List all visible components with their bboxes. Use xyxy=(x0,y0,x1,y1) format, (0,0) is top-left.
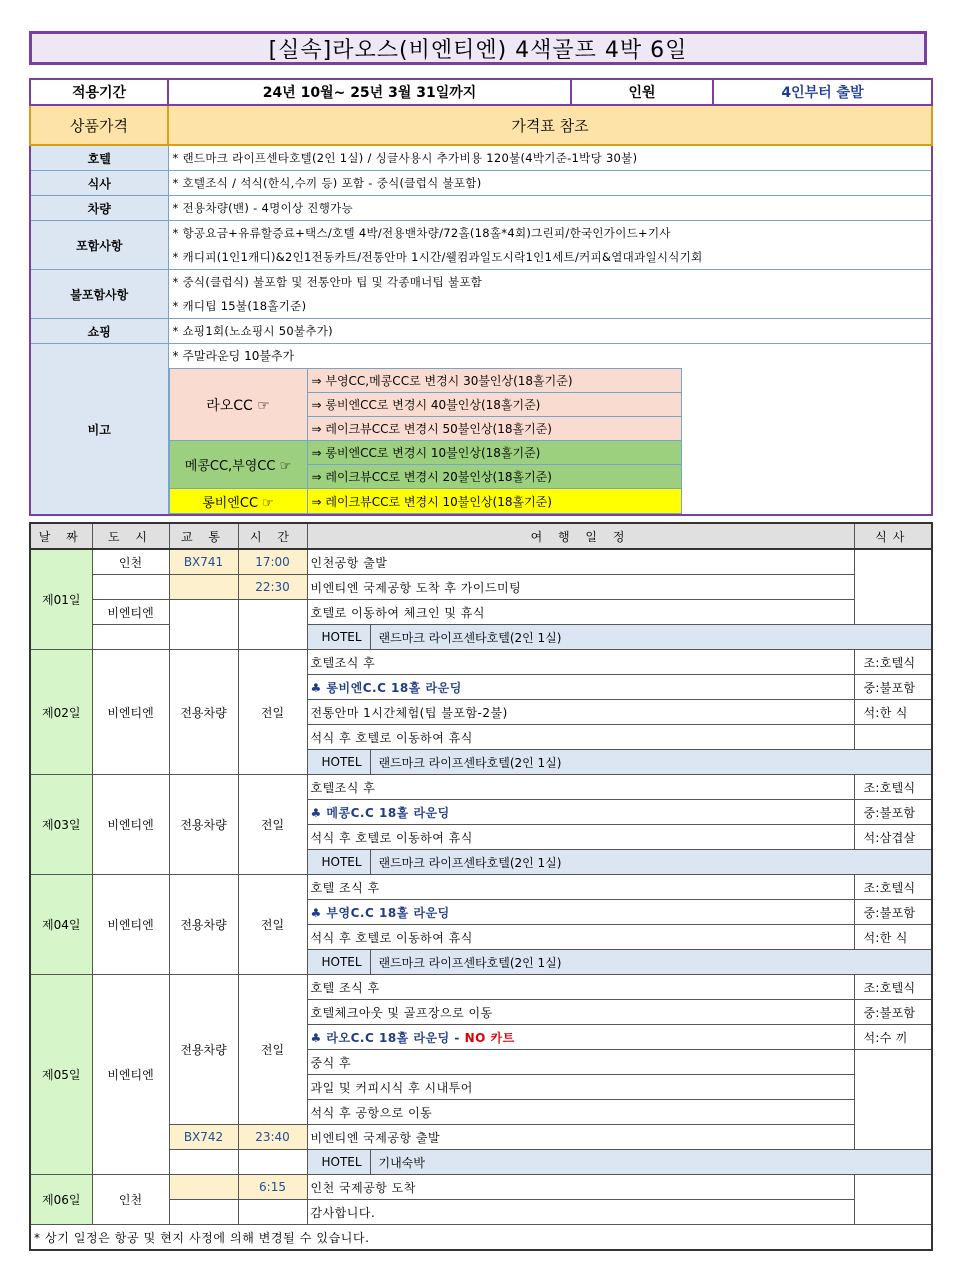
time: 17:00 xyxy=(238,549,307,575)
excluded-label: 불포함사항 xyxy=(30,270,168,319)
header-date: 날 짜 xyxy=(30,523,92,549)
longvien-cc-change: ⇒ 레이크뷰CC로 변경시 10불인상(18홀기준) xyxy=(307,489,681,514)
city xyxy=(92,575,169,600)
time: 6:15 xyxy=(238,1175,307,1200)
city: 비엔티엔 xyxy=(92,600,169,625)
meal-cell xyxy=(854,725,932,750)
included-line: * 항공요금+유류할증료+택스/호텔 4박/전용밴차량/72홀(18홀*4회)그린피/한국인가이드+기사 xyxy=(172,226,671,240)
city: 인천 xyxy=(92,1175,169,1225)
lao-cc-label: 라오CC ☞ xyxy=(169,369,307,441)
transport: 전용차량 xyxy=(169,650,238,775)
transport: 전용차량 xyxy=(169,975,238,1125)
meal-breakfast: 조:호텔식 xyxy=(854,875,932,900)
longvien-cc-label: 롱비엔CC ☞ xyxy=(169,489,307,514)
page-title: [실속]라오스(비엔티엔) 4색골프 4박 6일 xyxy=(29,31,927,65)
meal-cell xyxy=(854,1175,932,1225)
itinerary-line: 중식 후 xyxy=(307,1050,854,1075)
meal-lunch: 중:불포함 xyxy=(854,1000,932,1025)
header-time: 시 간 xyxy=(238,523,307,549)
itinerary-line: 호텔조식 후 xyxy=(307,775,854,800)
header-city: 도 시 xyxy=(92,523,169,549)
lao-cc-change: ⇒ 레이크뷰CC로 변경시 50불인상(18홀기준) xyxy=(307,417,681,441)
itinerary-line: 석식 후 호텔로 이동하여 휴식 xyxy=(307,725,854,750)
hotel-label: 호텔 xyxy=(30,145,168,171)
meal-lunch: 중:불포함 xyxy=(854,800,932,825)
city: 비엔티엔 xyxy=(92,650,169,775)
header-itinerary: 여 행 일 정 xyxy=(307,523,854,549)
weekend-note: * 주말라운딩 10불추가 xyxy=(172,349,295,363)
period-value: 24년 10월~ 25년 3월 31일까지 xyxy=(168,79,571,105)
itinerary-line: 전통안마 1시간체험(팁 불포함-2불) xyxy=(307,700,854,725)
hotel-tag: HOTEL xyxy=(307,625,370,650)
product-info-table xyxy=(29,78,933,516)
meal-cell xyxy=(854,1050,932,1150)
header-transport: 교 통 xyxy=(169,523,238,549)
hotel-tag: HOTEL xyxy=(307,850,370,875)
hotel-tag: HOTEL xyxy=(307,750,370,775)
day-label: 제03일 xyxy=(30,775,92,875)
meal-dinner: 석:한 식 xyxy=(854,925,932,950)
excluded-line: * 캐디팁 15불(18홀기준) xyxy=(172,299,307,313)
itinerary-line: 감사합니다. xyxy=(307,1200,854,1225)
transport xyxy=(169,575,238,600)
included-line: * 캐디피(1인1캐디)&2인1전동카트/전통안마 1시간/웰컴과일도시락1인1세트/커피&열대과일시식기회 xyxy=(172,250,703,264)
hotel-name: 랜드마크 라이프센타호텔(2인 1실) xyxy=(370,625,932,650)
itinerary-line: 호텔로 이동하여 체크인 및 휴식 xyxy=(307,600,854,625)
city: 비엔티엔 xyxy=(92,975,169,1175)
hotel-name: 랜드마크 라이프센타호텔(2인 1실) xyxy=(370,950,932,975)
flight-number: BX741 xyxy=(169,549,238,575)
no-cart-note: NO 카트 xyxy=(464,1030,515,1045)
people-value: 4인부터 출발 xyxy=(713,79,932,105)
remarks-label: 비고 xyxy=(30,344,168,516)
itinerary-line: 호텔체크아웃 및 골프장으로 이동 xyxy=(307,1000,854,1025)
hotel-name: 랜드마크 라이프센타호텔(2인 1실) xyxy=(370,750,932,775)
time: 23:40 xyxy=(238,1125,307,1150)
cc-change-table xyxy=(169,368,682,514)
hotel-name: 랜드마크 라이프센타호텔(2인 1실) xyxy=(370,850,932,875)
included-label: 포함사항 xyxy=(30,221,168,270)
meal-breakfast: 조:호텔식 xyxy=(854,650,932,675)
price-value: 가격표 참조 xyxy=(168,105,932,145)
itinerary-line: 호텔 조식 후 xyxy=(307,875,854,900)
itinerary-line: 호텔 조식 후 xyxy=(307,975,854,1000)
footnote: * 상기 일정은 항공 및 현지 사정에 의해 변경될 수 있습니다. xyxy=(30,1225,932,1251)
price-label: 상품가격 xyxy=(30,105,168,145)
itinerary-line: 인천 국제공항 도착 xyxy=(307,1175,854,1200)
day-label: 제06일 xyxy=(30,1175,92,1225)
time: 22:30 xyxy=(238,575,307,600)
city: 인천 xyxy=(92,549,169,575)
day-label: 제01일 xyxy=(30,549,92,650)
golf-round: ♣ 롱비엔C.C 18홀 라운딩 xyxy=(307,675,854,700)
hotel-tag: HOTEL xyxy=(307,950,370,975)
time xyxy=(238,600,307,650)
meal-dinner: 석:한 식 xyxy=(854,700,932,725)
time: 전일 xyxy=(238,650,307,775)
flight-number: BX742 xyxy=(169,1125,238,1150)
excluded-info xyxy=(168,270,932,319)
hotel-name: 기내숙박 xyxy=(370,1150,932,1175)
time xyxy=(238,1150,307,1175)
golf-round-text: ♣ 라오C.C 18홀 라운딩 - xyxy=(310,1030,465,1045)
meal-cell xyxy=(854,549,932,625)
city: 비엔티엔 xyxy=(92,775,169,875)
itinerary-line: 인천공항 출발 xyxy=(307,549,854,575)
shopping-info: * 쇼핑1회(노쇼핑시 50불추가) xyxy=(168,319,932,344)
hotel-info: * 랜드마크 라이프센타호텔(2인 1실) / 싱글사용시 추가비용 120불(4박기준-1박당 30불) xyxy=(168,145,932,171)
transport xyxy=(169,600,238,650)
day-label: 제02일 xyxy=(30,650,92,775)
meal-label: 식사 xyxy=(30,171,168,196)
time xyxy=(238,1200,307,1225)
golf-round xyxy=(307,1025,854,1050)
included-info xyxy=(168,221,932,270)
shopping-label: 쇼핑 xyxy=(30,319,168,344)
itinerary-line: 호텔조식 후 xyxy=(307,650,854,675)
meal-breakfast: 조:호텔식 xyxy=(854,975,932,1000)
time: 전일 xyxy=(238,875,307,975)
day-label: 제05일 xyxy=(30,975,92,1175)
itinerary-line: 석식 후 공항으로 이동 xyxy=(307,1100,854,1125)
meal-dinner: 석:삼겹살 xyxy=(854,825,932,850)
day-label: 제04일 xyxy=(30,875,92,975)
excluded-line: * 중식(클럽식) 불포함 및 전통안마 팁 및 각종매너팁 불포함 xyxy=(172,275,483,289)
itinerary-line: 과일 및 커피시식 후 시내투어 xyxy=(307,1075,854,1100)
meal-info: * 호텔조식 / 석식(한식,수끼 등) 포함 - 중식(클럽식 불포함) xyxy=(168,171,932,196)
time: 전일 xyxy=(238,975,307,1125)
lao-cc-change: ⇒ 롱비엔CC로 변경시 40불인상(18홀기준) xyxy=(307,393,681,417)
meal-dinner: 석:수 끼 xyxy=(854,1025,932,1050)
golf-round: ♣ 부영C.C 18홀 라운딩 xyxy=(307,900,854,925)
lao-cc-change: ⇒ 부영CC,메콩CC로 변경시 30불인상(18홀기준) xyxy=(307,369,681,393)
transport: 전용차량 xyxy=(169,875,238,975)
itinerary-table xyxy=(29,522,933,1251)
mekong-buyoung-cc-label: 메콩CC,부영CC ☞ xyxy=(169,441,307,489)
itinerary-line: 비엔티엔 국제공항 도착 후 가이드미팅 xyxy=(307,575,854,600)
people-label: 인원 xyxy=(571,79,713,105)
transport: 전용차량 xyxy=(169,775,238,875)
hotel-tag: HOTEL xyxy=(307,1150,370,1175)
meal-lunch: 중:불포함 xyxy=(854,900,932,925)
itinerary-line: 비엔티엔 국제공항 출발 xyxy=(307,1125,854,1150)
transport xyxy=(169,1175,238,1200)
vehicle-label: 차량 xyxy=(30,196,168,221)
city: 비엔티엔 xyxy=(92,875,169,975)
meal-lunch: 중:불포함 xyxy=(854,675,932,700)
remarks-info xyxy=(168,344,932,516)
vehicle-info: * 전용차량(밴) - 4명이상 진행가능 xyxy=(168,196,932,221)
itinerary-line: 석식 후 호텔로 이동하여 휴식 xyxy=(307,925,854,950)
transport xyxy=(169,1150,238,1175)
header-meal: 식사 xyxy=(854,523,932,549)
period-label: 적용기간 xyxy=(30,79,168,105)
transport xyxy=(169,1200,238,1225)
time: 전일 xyxy=(238,775,307,875)
golf-round: ♣ 메콩C.C 18홀 라운딩 xyxy=(307,800,854,825)
mekong-cc-change: ⇒ 롱비엔CC로 변경시 10불인상(18홀기준) xyxy=(307,441,681,465)
meal-breakfast: 조:호텔식 xyxy=(854,775,932,800)
city xyxy=(92,625,169,650)
mekong-cc-change: ⇒ 레이크뷰CC로 변경시 20불인상(18홀기준) xyxy=(307,465,681,489)
itinerary-line: 석식 후 호텔로 이동하여 휴식 xyxy=(307,825,854,850)
